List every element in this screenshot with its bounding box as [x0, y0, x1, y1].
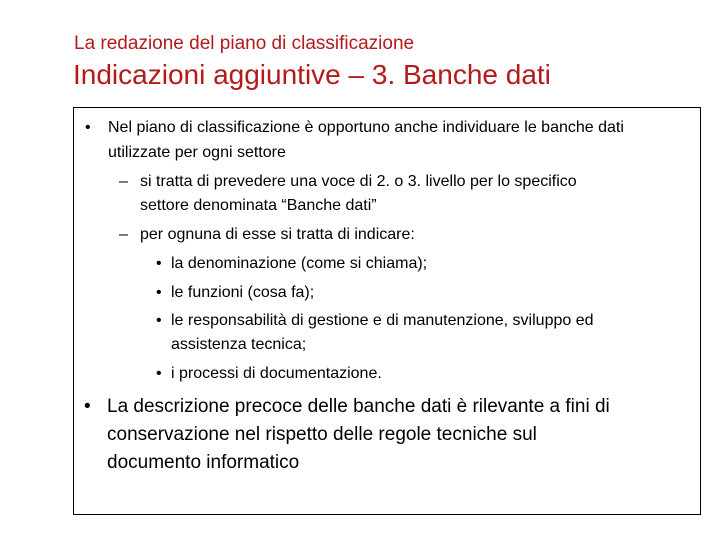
- bullet-marker: •: [156, 312, 162, 329]
- bullet-2-line-2: conservazione nel rispetto delle regole tecniche sul: [107, 424, 537, 445]
- list-item: le funzioni (cosa fa);: [171, 284, 315, 301]
- list-item: assistenza tecnica;: [171, 336, 307, 353]
- sub-1-line-2: settore denominata “Banche dati”: [140, 197, 377, 214]
- list-item: i processi di documentazione.: [171, 365, 382, 382]
- bullet-marker: •: [156, 284, 162, 301]
- bullet-marker: •: [85, 119, 91, 136]
- bullet-2-line-3: documento informatico: [107, 452, 300, 473]
- bullet-marker: •: [84, 396, 91, 417]
- dash-marker: –: [119, 173, 128, 190]
- list-item: la denominazione (come si chiama);: [171, 255, 428, 272]
- sub-2-line-1: per ognuna di esse si tratta di indicare:: [140, 226, 415, 243]
- bullet-marker: •: [156, 365, 162, 382]
- bullet-2-line-1: La descrizione precoce delle banche dati è rilevante a fini di: [107, 396, 610, 417]
- dash-marker: –: [119, 226, 128, 243]
- bullet-marker: •: [156, 255, 162, 272]
- bullet-1-line-2: utilizzate per ogni settore: [108, 144, 286, 161]
- list-item: le responsabilità di gestione e di manutenzione, sviluppo ed: [171, 312, 594, 329]
- slide-title: Indicazioni aggiuntive – 3. Banche dati: [73, 59, 551, 90]
- slide-subtitle: La redazione del piano di classificazione: [74, 33, 415, 54]
- bullet-1-line-1: Nel piano di classificazione è opportuno anche individuare le banche dati: [108, 119, 624, 136]
- sub-1-line-1: si tratta di prevedere una voce di 2. o 3. livello per lo specifico: [140, 173, 577, 190]
